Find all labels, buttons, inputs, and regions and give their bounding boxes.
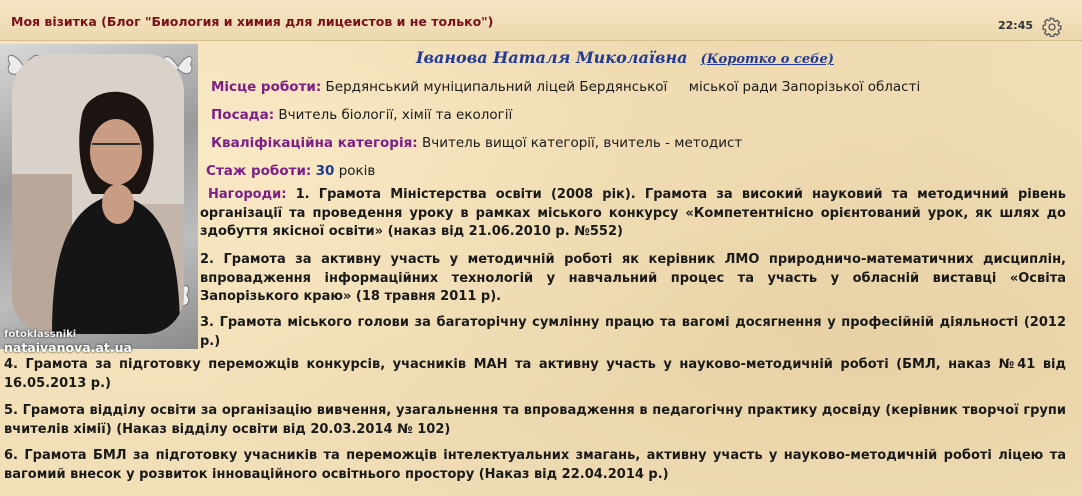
about-me-link[interactable]: (Коротко о себе) [700, 52, 834, 67]
profile-photo [12, 54, 184, 334]
award-text: 3. Грамота міського голови за багаторічну сумлінну працю та вагомі досягнення у професійній діяльності (2012 р.) [200, 315, 1066, 349]
gear-icon[interactable] [1042, 17, 1062, 37]
award-item [4, 356, 1066, 393]
award-text: 4. Грамота за підготовку переможців конкурсів, учасників МАН та активну участь у науково-методичній роботі (БМЛ, наказ №41 від 16.05.2013 р.) [4, 357, 1066, 391]
experience-field [206, 163, 375, 179]
workplace-field [211, 79, 920, 95]
award-item [4, 402, 1066, 439]
position-value: Вчитель біології, хімії та екології [278, 107, 513, 123]
award-text: 5. Грамота відділу освіти за організацію вивчення, узагальнення та впровадження в педагогічну практику досвіду (керівник творчої групи вчителів хімії) (Наказ відділу освіти від 20.03.2014 № 102) [4, 403, 1066, 437]
photo-caption [4, 329, 198, 355]
top-bar [0, 0, 1082, 41]
profile-photo-frame [0, 44, 198, 355]
award-item [4, 447, 1066, 484]
profile-name: Іванова Наталя Миколаївна [416, 48, 688, 67]
award-text: 1. Грамота Міністерства освіти (2008 рік). Грамота за високий науковий та методичний рівень організації та проведення уроку в рамках міського конкурсу «Компетентнісно орієнтований урок, як шлях до здобуття якісної освіти» (наказ від 21.06.2010 р. №552) [200, 187, 1066, 239]
awards-label: Нагороди: [208, 187, 287, 202]
photo-caption-source: fotoklassniki [4, 329, 77, 340]
workplace-label: Місце роботи: [211, 79, 322, 95]
award-text: 6. Грамота БМЛ за підготовку учасників та переможців інтелектуальних змагань, активну участь у науково-методичній роботі ліцею та вагомий внесок у розвиток інноваційного освітнього простору (Наказ від 22.04.2014 р.) [4, 448, 1066, 482]
category-label: Кваліфікаційна категорія: [211, 135, 418, 151]
page-title: Моя візитка (Блог "Биология и химия для лицеистов и не только") [11, 14, 494, 29]
position-field [211, 107, 512, 123]
photo-caption-site: nataivanova.at.ua [4, 340, 132, 355]
workplace-value: Бердянський муніципальний ліцей Бердянської міської ради Запорізької області [325, 79, 921, 95]
profile-header [416, 48, 834, 67]
award-item [200, 314, 1066, 351]
clock: 22:45 [998, 19, 1034, 32]
award-text: 2. Грамота за активну участь у методичній роботі як керівник ЛМО природничо-математичних дисциплін, впровадження інформаційних технологій у навчальний процес та участь у обласній виставці «Освіта Запорізького краю» (18 травня 2011 р). [200, 252, 1066, 304]
experience-years: 30 [315, 163, 335, 179]
position-label: Посада: [211, 107, 275, 123]
category-field [211, 135, 742, 151]
award-item [200, 251, 1066, 307]
category-value: Вчитель вищої категорії, вчитель - методист [421, 135, 743, 151]
award-item [200, 186, 1066, 242]
experience-unit: років [338, 163, 376, 179]
experience-label: Стаж роботи: [206, 163, 312, 179]
